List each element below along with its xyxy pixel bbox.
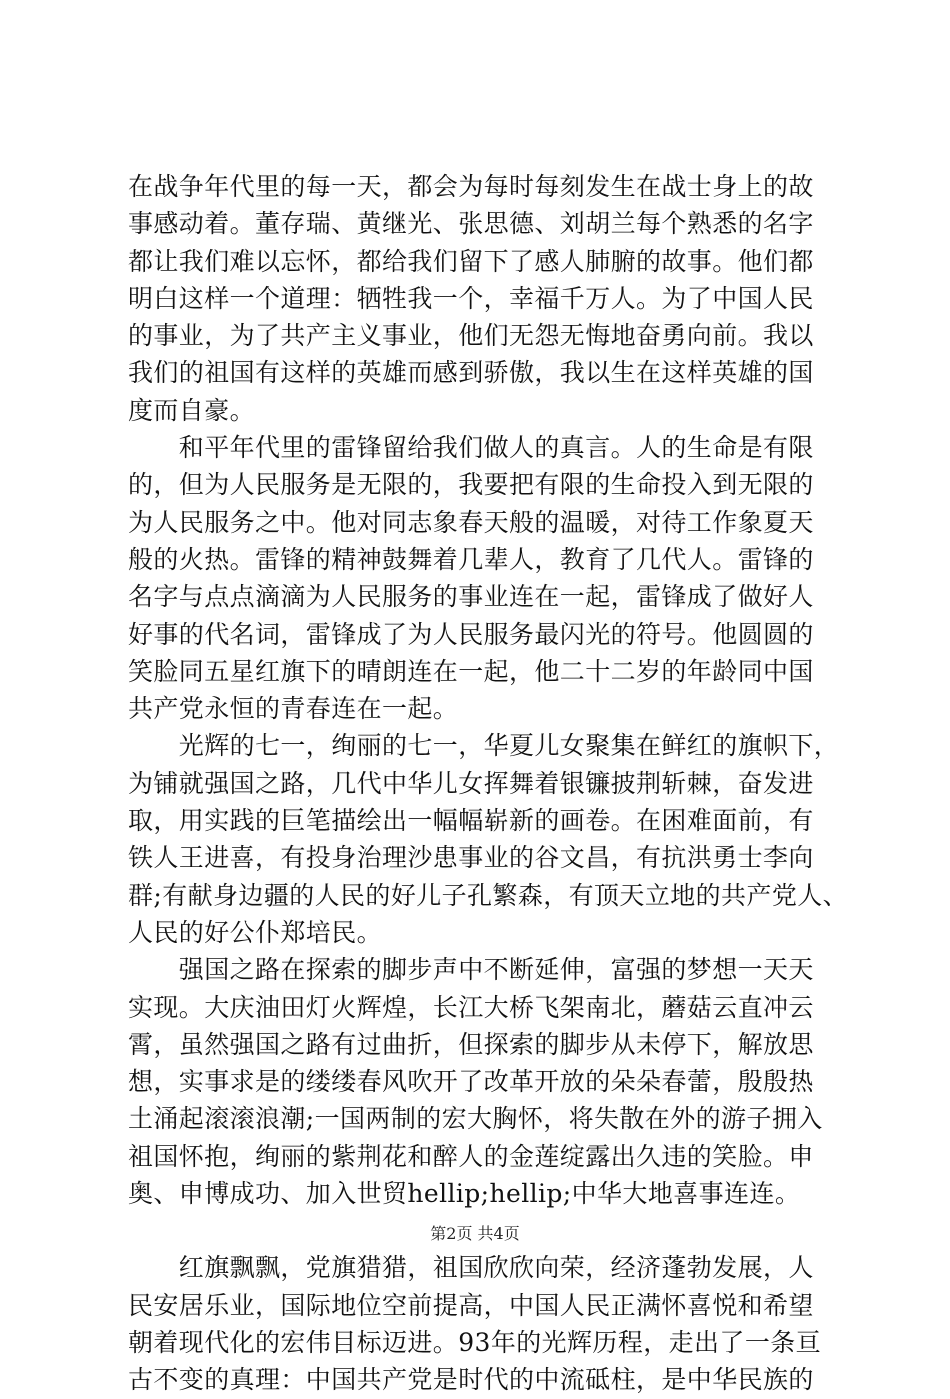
text-line: 的事业，为了共产主义事业，他们无怨无悔地奋勇向前。我以 bbox=[128, 321, 814, 351]
text-line: 红旗飘飘，党旗猎猎，祖国欣欣向荣，经济蓬勃发展，人 bbox=[128, 1253, 814, 1283]
paragraph-lei-feng bbox=[128, 429, 828, 727]
text-line: 霄，虽然强国之路有过曲折，但探索的脚步从未停下，解放思 bbox=[128, 1029, 814, 1059]
text-line: 都让我们难以忘怀，都给我们留下了感人肺腑的故事。他们都 bbox=[128, 246, 814, 276]
text-line: 度而自豪。 bbox=[128, 395, 256, 425]
text-line: 般的火热。雷锋的精神鼓舞着几辈人，教育了几代人。雷锋的 bbox=[128, 544, 814, 574]
document-body bbox=[128, 168, 849, 1399]
paragraph-war-heroes bbox=[128, 168, 828, 429]
text-line: 在战争年代里的每一天，都会为每时每刻发生在战士身上的故 bbox=[128, 172, 814, 201]
paragraph-july-first bbox=[128, 727, 849, 951]
text-line: 人民的好公仆郑培民。 bbox=[128, 917, 383, 947]
text-line: 强国之路在探索的脚步声中不断延伸，富强的梦想一天天 bbox=[128, 955, 814, 985]
paragraph-road-to-strength bbox=[128, 951, 828, 1212]
text-line: 民安居乐业，国际地位空前提高，中国人民正满怀喜悦和希望 bbox=[128, 1290, 814, 1320]
text-line: 事感动着。董存瑞、黄继光、张思德、刘胡兰每个熟悉的名字 bbox=[128, 209, 814, 239]
text-line: 我们的祖国有这样的英雄而感到骄傲，我以生在这样英雄的国 bbox=[128, 358, 814, 388]
text-line: 好事的代名词，雷锋成了为人民服务最闪光的符号。他圆圆的 bbox=[128, 619, 814, 649]
text-line: 共产党永恒的青春连在一起。 bbox=[128, 694, 459, 724]
text-line: 朝着现代化的宏伟目标迈进。93年的光辉历程，走出了一条亘 bbox=[128, 1327, 822, 1357]
page-number-footer: 第2页 共4页 bbox=[430, 1224, 520, 1243]
text-line: 土涌起滚滚浪潮;一国两制的宏大胸怀，将失散在外的游子拥入 bbox=[128, 1104, 823, 1134]
text-line: 铁人王进喜，有投身治理沙患事业的谷文昌，有抗洪勇士李向 bbox=[128, 843, 814, 873]
text-line: 奥、申博成功、加入世贸hellip;hellip;中华大地喜事连连。 bbox=[128, 1179, 801, 1209]
text-line: 为铺就强国之路，几代中华儿女挥舞着银镰披荆斩棘，奋发进 bbox=[128, 768, 814, 798]
text-line: 想，实事求是的缕缕春风吹开了改革开放的朵朵春蕾，殷殷热 bbox=[128, 1067, 814, 1097]
text-line: 明白这样一个道理：牺牲我一个，幸福千万人。为了中国人民 bbox=[128, 283, 814, 313]
text-line: 为人民服务之中。他对同志象春天般的温暖，对待工作象夏天 bbox=[128, 507, 814, 537]
text-line: 的，但为人民服务是无限的，我要把有限的生命投入到无限的 bbox=[128, 470, 814, 500]
text-line: 和平年代里的雷锋留给我们做人的真言。人的生命是有限 bbox=[128, 433, 814, 463]
text-line: 取，用实践的巨笔描绘出一幅幅崭新的画卷。在困难面前，有 bbox=[128, 806, 814, 836]
text-line: 群;有献身边疆的人民的好儿子孔繁森，有顶天立地的共产党人、 bbox=[128, 880, 849, 910]
text-line: 实现。大庆油田灯火辉煌，长江大桥飞架南北，蘑菇云直冲云 bbox=[128, 992, 814, 1022]
text-line: 祖国怀抱，绚丽的紫荆花和醉人的金莲绽露出久违的笑脸。申 bbox=[128, 1141, 814, 1171]
text-line: 笑脸同五星红旗下的晴朗连在一起，他二十二岁的年龄同中国 bbox=[128, 656, 814, 686]
text-line: 名字与点点滴滴为人民服务的事业连在一起，雷锋成了做好人 bbox=[128, 582, 814, 612]
text-line: 光辉的七一，绚丽的七一，华夏儿女聚集在鲜红的旗帜下， bbox=[128, 731, 840, 761]
paragraph-red-flags bbox=[128, 1249, 828, 1398]
text-line: 古不变的真理：中国共产党是时代的中流砥柱，是中华民族的 bbox=[128, 1365, 814, 1395]
